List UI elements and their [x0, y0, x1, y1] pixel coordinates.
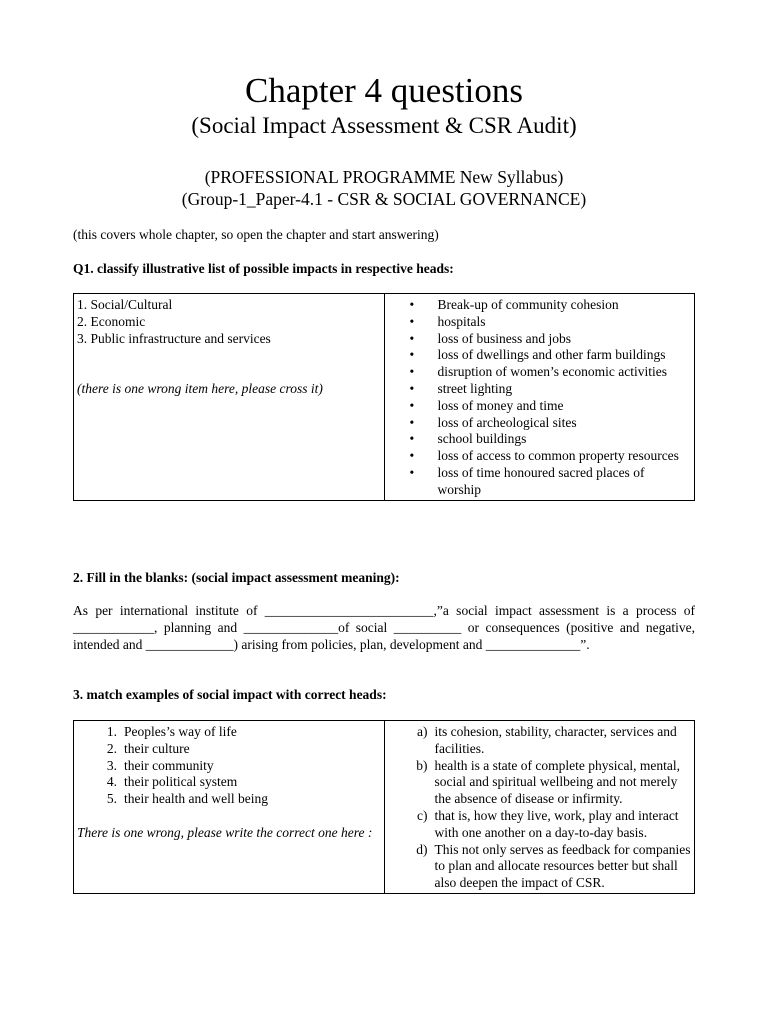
q3-example [388, 758, 692, 808]
q3-example-text: health is a state of complete physical, mental, social and spiritual wellbeing and not merely the absence of disease or infirmity. [434, 757, 681, 807]
q1-item: • Break-up of community cohesion [388, 297, 692, 314]
q1-note: (there is one wrong item here, please cross it) [77, 381, 323, 397]
programme-line-2: (Group-1_Paper-4.1 - CSR & SOCIAL GOVERNANCE) [181, 189, 587, 209]
q3-head-text: Peoples’s way of life [124, 724, 237, 739]
q1-item: • loss of business and jobs [388, 331, 692, 348]
q3-head [77, 774, 381, 791]
q1-item: • hospitals [388, 314, 692, 331]
q3-example [388, 724, 692, 758]
q1-item: • loss of archeological sites [388, 415, 692, 432]
q1-heading: Q1. classify illustrative list of possible impacts in respective heads: [73, 261, 454, 276]
q3-head-marker: 4. [106, 774, 117, 790]
q3-example [388, 808, 692, 842]
q1-item: • loss of access to common property resources [388, 448, 692, 465]
q3-table [73, 720, 695, 894]
q3-example [388, 842, 692, 892]
q3-head-marker: 2. [106, 740, 117, 756]
q3-heads-cell [74, 721, 385, 894]
q3-example-text: its cohesion, stability, character, services and facilities. [434, 724, 677, 756]
q1-items-cell [384, 294, 695, 501]
q3-heading: 3. match examples of social impact with correct heads: [73, 687, 387, 702]
q1-head-3: 3. Public infrastructure and services [77, 330, 271, 346]
intro-note: (this covers whole chapter, so open the chapter and start answering) [73, 227, 439, 242]
q1-item: • disruption of women’s economic activities [388, 364, 692, 381]
q1-item: • school buildings [388, 431, 692, 448]
q1-head-2: 2. Economic [77, 313, 146, 329]
q3-head [77, 741, 381, 758]
q3-example-marker: a) [417, 724, 428, 739]
q2-paragraph: As per international institute of _________________________,”a social impact assessment is a process of ____________, planning and ______________of social __________ or consequences (positive and negative, intended and _____________) arising from policies, plan, development and ______________”. [73, 603, 695, 652]
q3-example-text: that is, how they live, work, play and interact with one another on a day-to-day basis. [434, 807, 679, 840]
q3-examples-cell [384, 721, 695, 894]
page-title: Chapter 4 questions [244, 71, 524, 110]
q1-item: • loss of dwellings and other farm buildings [388, 347, 692, 364]
programme-info [0, 166, 768, 210]
q3-head-marker: 5. [106, 791, 117, 807]
q3-example-marker: d) [416, 841, 428, 857]
q3-head [77, 724, 381, 741]
q3-head-marker: 1. [106, 724, 117, 739]
q3-example-marker: c) [417, 807, 428, 823]
q3-head [77, 791, 381, 808]
programme-line-1: (PROFESSIONAL PROGRAMME New Syllabus) [204, 167, 564, 187]
q1-table [73, 293, 695, 501]
q1-item: • loss of time honoured sacred places of worship [388, 465, 692, 499]
q3-head [77, 758, 381, 775]
q3-example-text: This not only serves as feedback for companies to plan and allocate resources better but shall also deepen the impact of CSR. [434, 841, 691, 891]
q3-head-text: their political system [124, 774, 238, 790]
q3-head-text: their community [124, 757, 214, 773]
q3-note: There is one wrong, please write the correct one here : [77, 824, 373, 840]
q3-head-text: their health and well being [124, 791, 268, 807]
q3-head-marker: 3. [106, 757, 117, 773]
q1-head-1: 1. Social/Cultural [77, 297, 173, 312]
q1-item: • loss of money and time [388, 398, 692, 415]
q3-example-marker: b) [416, 757, 428, 773]
q3-head-text: their culture [124, 740, 190, 756]
q1-item: • street lighting [388, 381, 692, 398]
q2-heading: 2. Fill in the blanks: (social impact assessment meaning): [73, 570, 400, 585]
page-subtitle: (Social Impact Assessment & CSR Audit) [191, 113, 577, 138]
q1-heads-cell [74, 294, 385, 501]
